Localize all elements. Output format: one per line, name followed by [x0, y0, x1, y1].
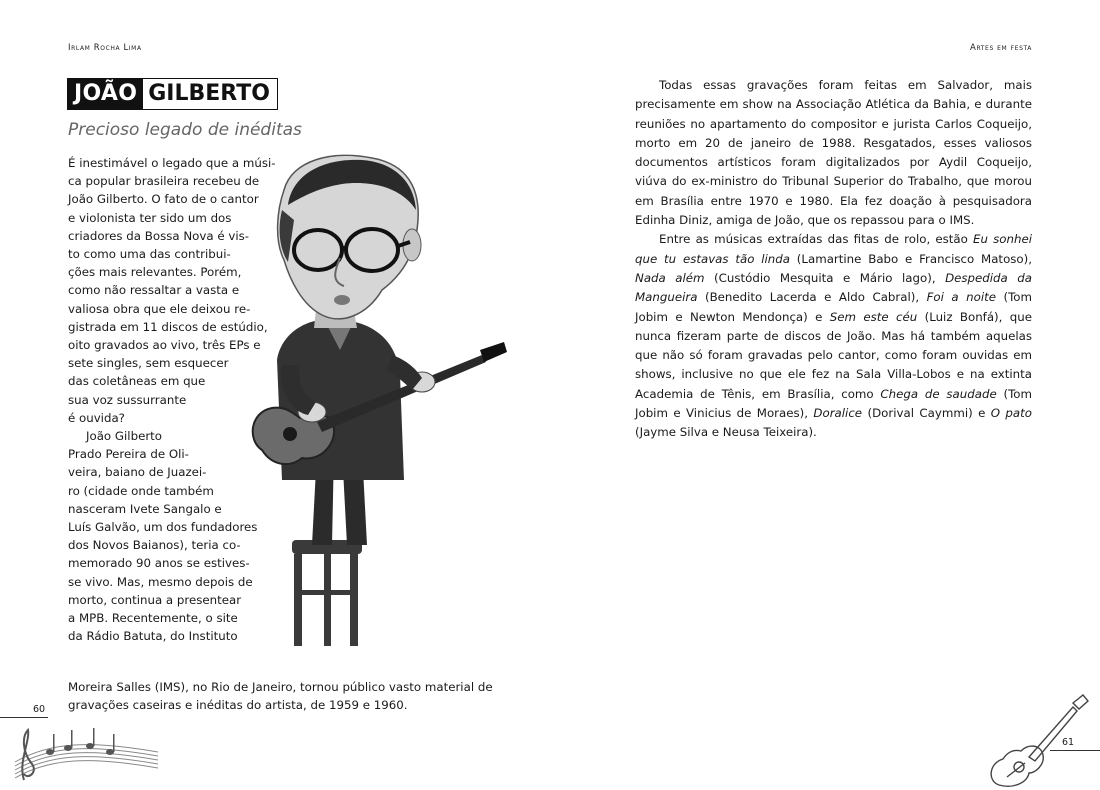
page-number-right: 61 [1062, 737, 1075, 748]
text-line: valiosa obra que ele deixou re- [68, 301, 251, 316]
text-line: to como uma das contribui- [68, 247, 231, 262]
footer-rule-left [0, 717, 48, 718]
song-title: Doralice [813, 406, 863, 421]
article-title [67, 78, 278, 110]
text-line: Prado Pereira de Oli- [68, 447, 189, 462]
song-title: Chega de saudade [880, 386, 997, 401]
text-line: se vivo. Mas, mesmo depois de [68, 574, 253, 589]
text-line: memorado 90 anos se estives- [68, 556, 250, 571]
song-title: Nada além [635, 270, 705, 285]
left-paragraph-2 [68, 427, 268, 645]
text-line: nasceram Ivete Sangalo e [68, 501, 222, 516]
text-line: como não ressaltar a vasta e [68, 283, 240, 298]
song-title: Foi a noite [926, 290, 996, 305]
left-paragraph-1 [68, 154, 276, 427]
text-line: é ouvida? [68, 410, 125, 425]
article-subtitle: Precioso legado de inéditas [68, 120, 302, 140]
text-line: morto, continua a presentear [68, 592, 242, 607]
text-line: das coletâneas em que [68, 374, 206, 389]
text-line: a MPB. Recentemente, o site [68, 611, 238, 626]
text-line: ro (cidade onde também [68, 483, 214, 498]
text-line: sete singles, sem esquecer [68, 356, 229, 371]
title-last-name: GILBERTO [143, 79, 277, 109]
song-title: Despedida da Mangueira [635, 270, 1032, 305]
text-line: João Gilberto [86, 429, 163, 444]
text-line: gistrada em 11 discos de estúdio, [68, 319, 268, 334]
music-notes-icon [10, 722, 160, 784]
text-line: oito gravados ao vivo, três EPs e [68, 338, 261, 353]
page-number-left: 60 [33, 704, 46, 715]
left-column-text [68, 154, 276, 645]
text-line: É inestimável o legado que a músi- [68, 156, 276, 170]
text-line: da Rádio Batuta, do Instituto [68, 629, 238, 644]
title-first-name: JOÃO [68, 79, 143, 109]
text-line: veira, baiano de Juazei- [68, 465, 207, 480]
running-head-left: Irlam Rocha Lima [68, 43, 142, 53]
right-paragraph-2: Entre as músicas extraídas das fitas de rolo, estão Eu sonhei que tu estavas tão linda (Lamartine Babo e Francisco Matoso), Nada além (Custódio Mesquita e Mário lago), Despedida da Mangueira (Benedito Lacerda e Aldo Cabral), Foi a noite (Tom Jobim e Newton Mendonça) e Sem este céu (Luiz Bonfá), que nunca fizeram parte de discos de João. Mas há também aquelas que não só foram gravadas pelo cantor, como foram ouvidas em shows, inclusive no que ele fez na Sala Villa-Lobos e na extinta Academia de Tênis, em Brasília, como Chega de saudade (Tom Jobim e Vinicius de Moraes), Doralice (Dorival Caymmi) e O pato (Jayme Silva e Neusa Teixeira). [635, 232, 1033, 440]
right-paragraph-1: Todas essas gravações foram feitas em Salvador, mais precisamente em show na Associação Atlética da Bahia, e durante reuniões no apartamento do compositor e jurista Carlos Coqueijo, morto em 20 de janeiro de 1988. Resgatados, esses valiosos documentos artísticos foram digitalizados por Aydil Coqueijo, viúva do ex-ministro do Tribunal Superior do Trabalho, que morou em Brasília entre 1970 e 1980. Ela fez doação à pesquisadora Edinha Diniz, amiga de João, que os repassou para o IMS. [635, 78, 1032, 228]
text-line: João Gilberto. O fato de o cantor [68, 192, 259, 207]
text-line: dos Novos Baianos), teria co- [68, 538, 241, 553]
song-title: Eu sonhei que tu estavas tão linda [635, 232, 1032, 266]
text-line: Moreira Salles (IMS), no Rio de Janeiro, tornou público vasto material de [68, 680, 493, 694]
song-title: Sem este céu [829, 309, 918, 324]
text-line: criadores da Bossa Nova é vis- [68, 228, 250, 243]
guitar-icon [985, 693, 1090, 788]
left-column-bottom-text [68, 678, 493, 714]
text-line: gravações caseiras e inéditas do artista, de 1959 e 1960. [68, 698, 408, 713]
right-column-text [635, 76, 1032, 443]
text-line: ca popular brasileira recebeu de [68, 174, 260, 189]
text-line: e violonista ter sido um dos [68, 210, 232, 225]
text-line: Luís Galvão, um dos fundadores [68, 520, 258, 535]
running-head-right: Artes em festa [970, 43, 1032, 53]
text-line: ções mais relevantes. Porém, [68, 265, 242, 280]
text-line: sua voz sussurrante [68, 392, 187, 407]
song-title: O pato [990, 406, 1032, 421]
